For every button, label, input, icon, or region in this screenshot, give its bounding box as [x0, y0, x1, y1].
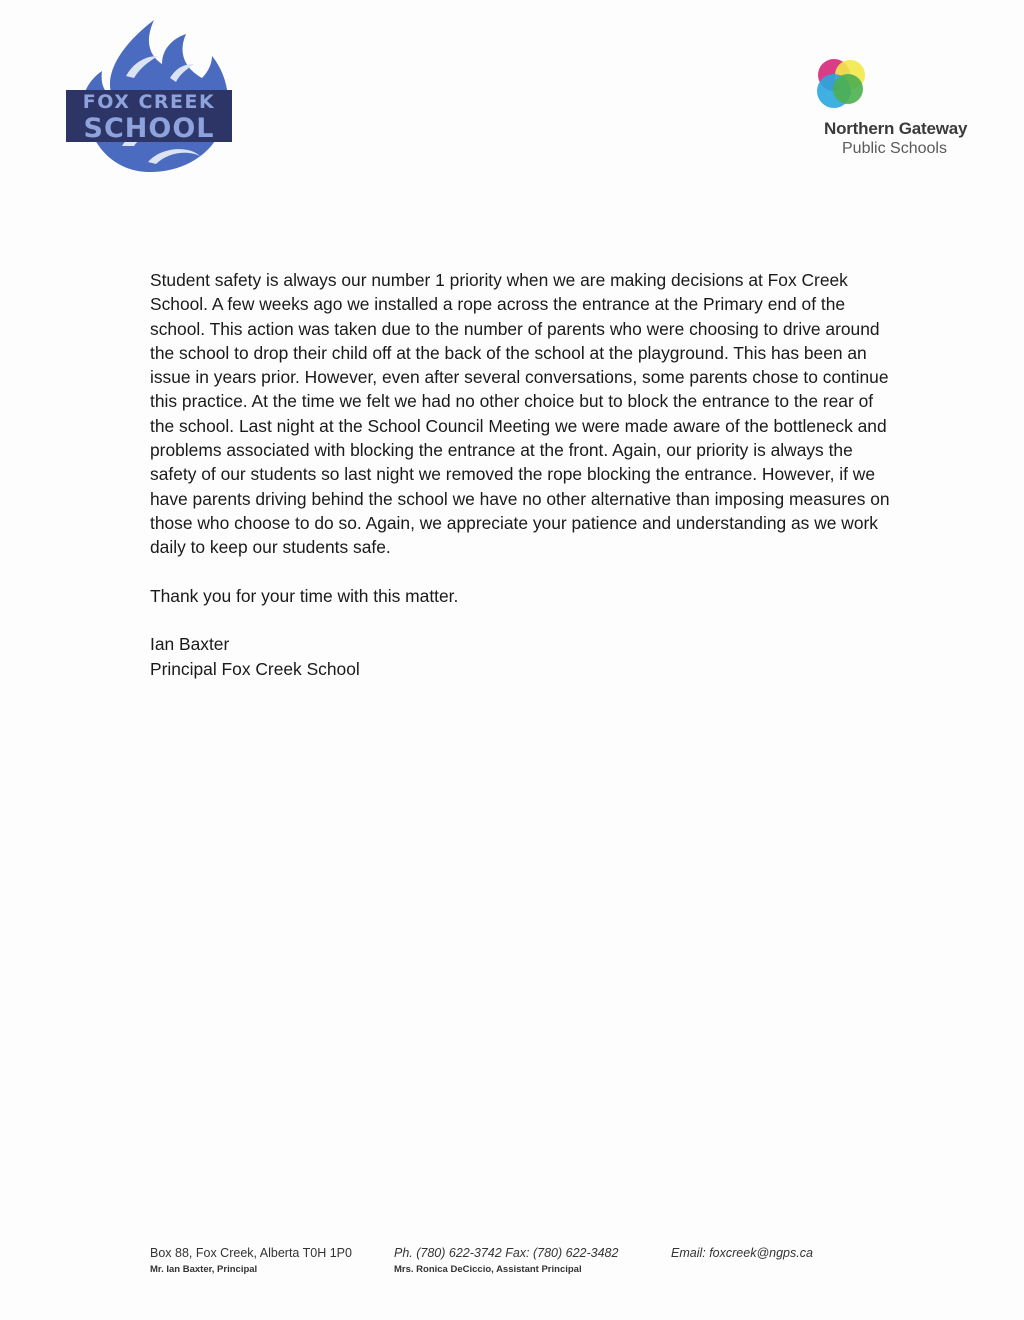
northern-gateway-logo: [808, 55, 978, 165]
footer-principal: Mr. Ian Baxter, Principal: [150, 1264, 258, 1275]
footer-email: Email: foxcreek@ngps.ca: [671, 1246, 813, 1260]
district-name: Northern Gateway: [824, 119, 968, 138]
letter-body: [150, 268, 890, 681]
school-logo-line1: FOX CREEK: [82, 91, 216, 113]
signer-title: Principal Fox Creek School: [150, 658, 360, 679]
letter-closing: Thank you for your time with this matter.: [150, 585, 459, 606]
fox-creek-school-logo: [62, 16, 238, 176]
district-emblem-icon: [812, 57, 872, 119]
letter-paragraph: Student safety is always our number 1 priority when we are making decisions at Fox Creek School. A few weeks ago we installed a rope across the entrance at the Primary end of the school. This action was taken due to the number of parents who were choosing to drive around the school to drop their child off at the back of the school at the playground. This has been an issue in years prior. However, even after several conversations, some parents chose to continue this practice. At the time we felt we had no other choice but to block the entrance to the rear of the school. Last night at the School Council Meeting we were made aware of the bottleneck and problems associated with blocking the entrance at the front. Again, our priority is always the safety of our students so last night we removed the rope blocking the entrance. However, if we have parents driving behind the school we have no other alternative than imposing measures on those who choose to do so. Again, we appreciate your patience and understanding as we work daily to keep our students safe.: [150, 270, 890, 558]
school-logo-line2: SCHOOL: [83, 113, 215, 144]
footer-assistant-principal: Mrs. Ronica DeCiccio, Assistant Principal: [394, 1264, 582, 1275]
footer-phone-fax: Ph. (780) 622-3742 Fax: (780) 622-3482: [394, 1246, 619, 1260]
letterhead-footer: [150, 1246, 870, 1278]
signer-name: Ian Baxter: [150, 634, 230, 655]
footer-address: Box 88, Fox Creek, Alberta T0H 1P0: [150, 1246, 352, 1260]
district-subtitle: Public Schools: [842, 140, 947, 157]
